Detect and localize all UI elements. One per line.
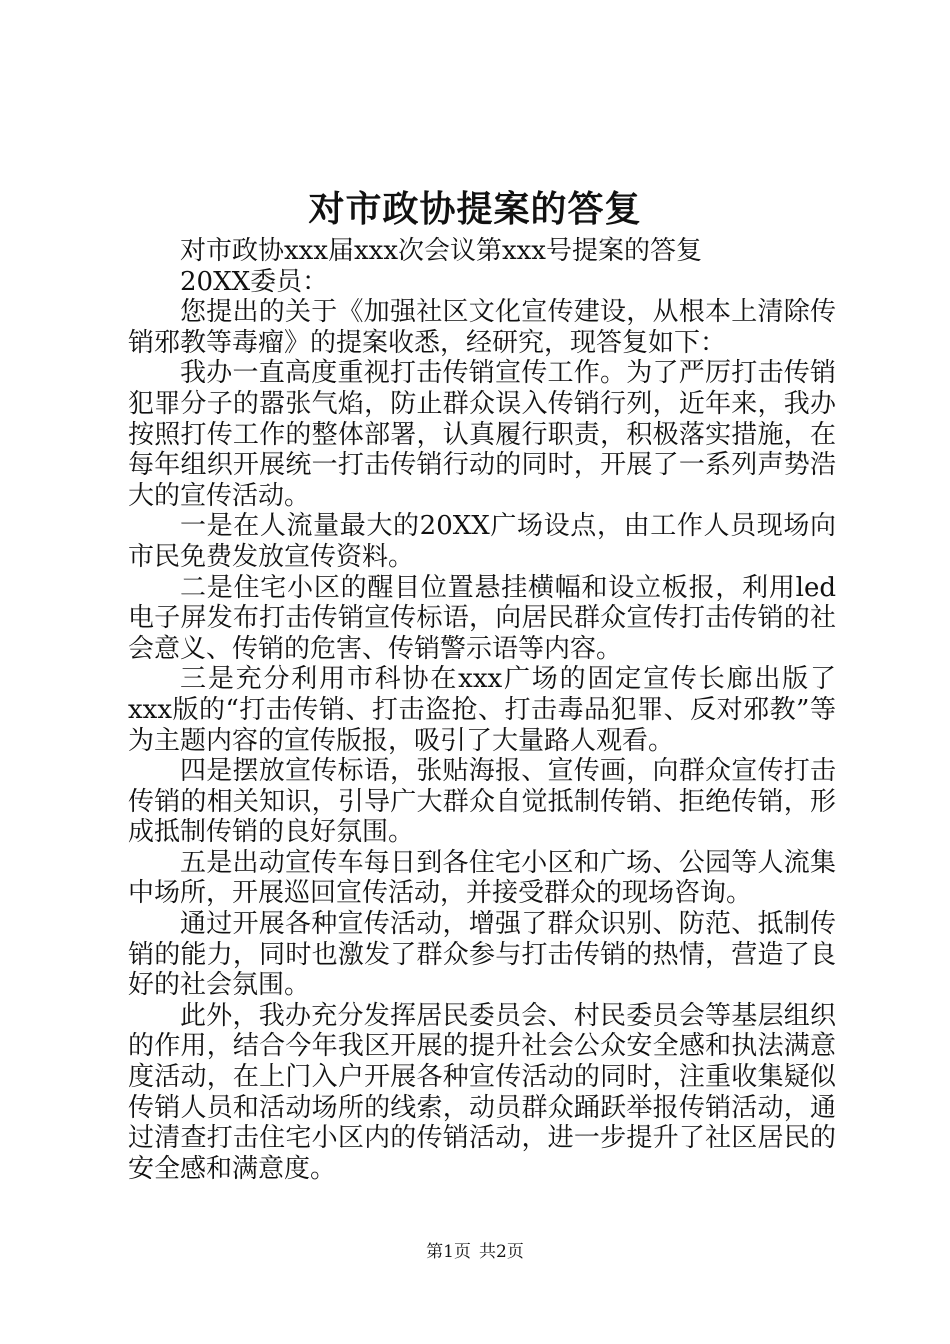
page-number: 第1页 [426, 1242, 471, 1262]
paragraph-intro: 您提出的关于《加强社区文化宣传建设，从根本上清除传销邪教等毒瘤》的提案收悉，经研究，现答复如下： [128, 297, 836, 358]
paragraph-measure-5: 五是出动宣传车每日到各住宅小区和广场、公园等人流集中场所，开展巡回宣传活动，并接受群众的现场咨询。 [128, 847, 836, 909]
paragraph-measure-4: 四是摆放宣传标语，张贴海报、宣传画，向群众宣传打击传销的相关知识，引导广大群众自觉抵制传销、拒绝传销，形成抵制传销的良好氛围。 [128, 756, 836, 848]
paragraph-result: 通过开展各种宣传活动，增强了群众识别、防范、抵制传销的能力，同时也激发了群众参与打击传销的热情，营造了良好的社会氛围。 [128, 909, 836, 1001]
document-body [128, 236, 836, 1184]
paragraph-measure-1: 一是在人流量最大的20XX广场设点，由工作人员现场向市民免费发放宣传资料。 [128, 511, 836, 572]
paragraph-measure-3: 三是充分利用市科协在xxx广场的固定宣传长廊出版了xxx版的“打击传销、打击盗抢、打击毒品犯罪、反对邪教”等为主题内容的宣传版报，吸引了大量路人观看。 [128, 664, 836, 756]
page-footer [0, 1240, 950, 1264]
paragraph-overview: 我办一直高度重视打击传销宣传工作。为了严厉打击传销犯罪分子的嚣张气焰，防止群众误入传销行列，近年来，我办按照打传工作的整体部署，认真履行职责，积极落实措施，在每年组织开展统一打击传销行动的同时，开展了一系列声势浩大的宣传活动。 [128, 358, 836, 511]
paragraph-subject-line: 对市政协xxx届xxx次会议第xxx号提案的答复 [180, 236, 702, 266]
page-total: 共2页 [479, 1242, 524, 1262]
document-title: 对市政协提案的答复 [308, 188, 642, 230]
paragraph-additional: 此外，我办充分发挥居民委员会、村民委员会等基层组织的作用，结合今年我区开展的提升社会公众安全感和执法满意度活动，在上门入户开展各种宣传活动的同时，注重收集疑似传销人员和活动场所的线索，动员群众踊跃举报传销活动，通过清查打击住宅小区内的传销活动，进一步提升了社区居民的安全感和满意度。 [128, 1000, 836, 1184]
paragraph-salutation: 20XX委员： [180, 266, 329, 297]
paragraph-measure-2: 二是住宅小区的醒目位置悬挂横幅和设立板报，利用led电子屏发布打击传销宣传标语，向居民群众宣传打击传销的社会意义、传销的危害、传销警示语等内容。 [128, 572, 836, 664]
